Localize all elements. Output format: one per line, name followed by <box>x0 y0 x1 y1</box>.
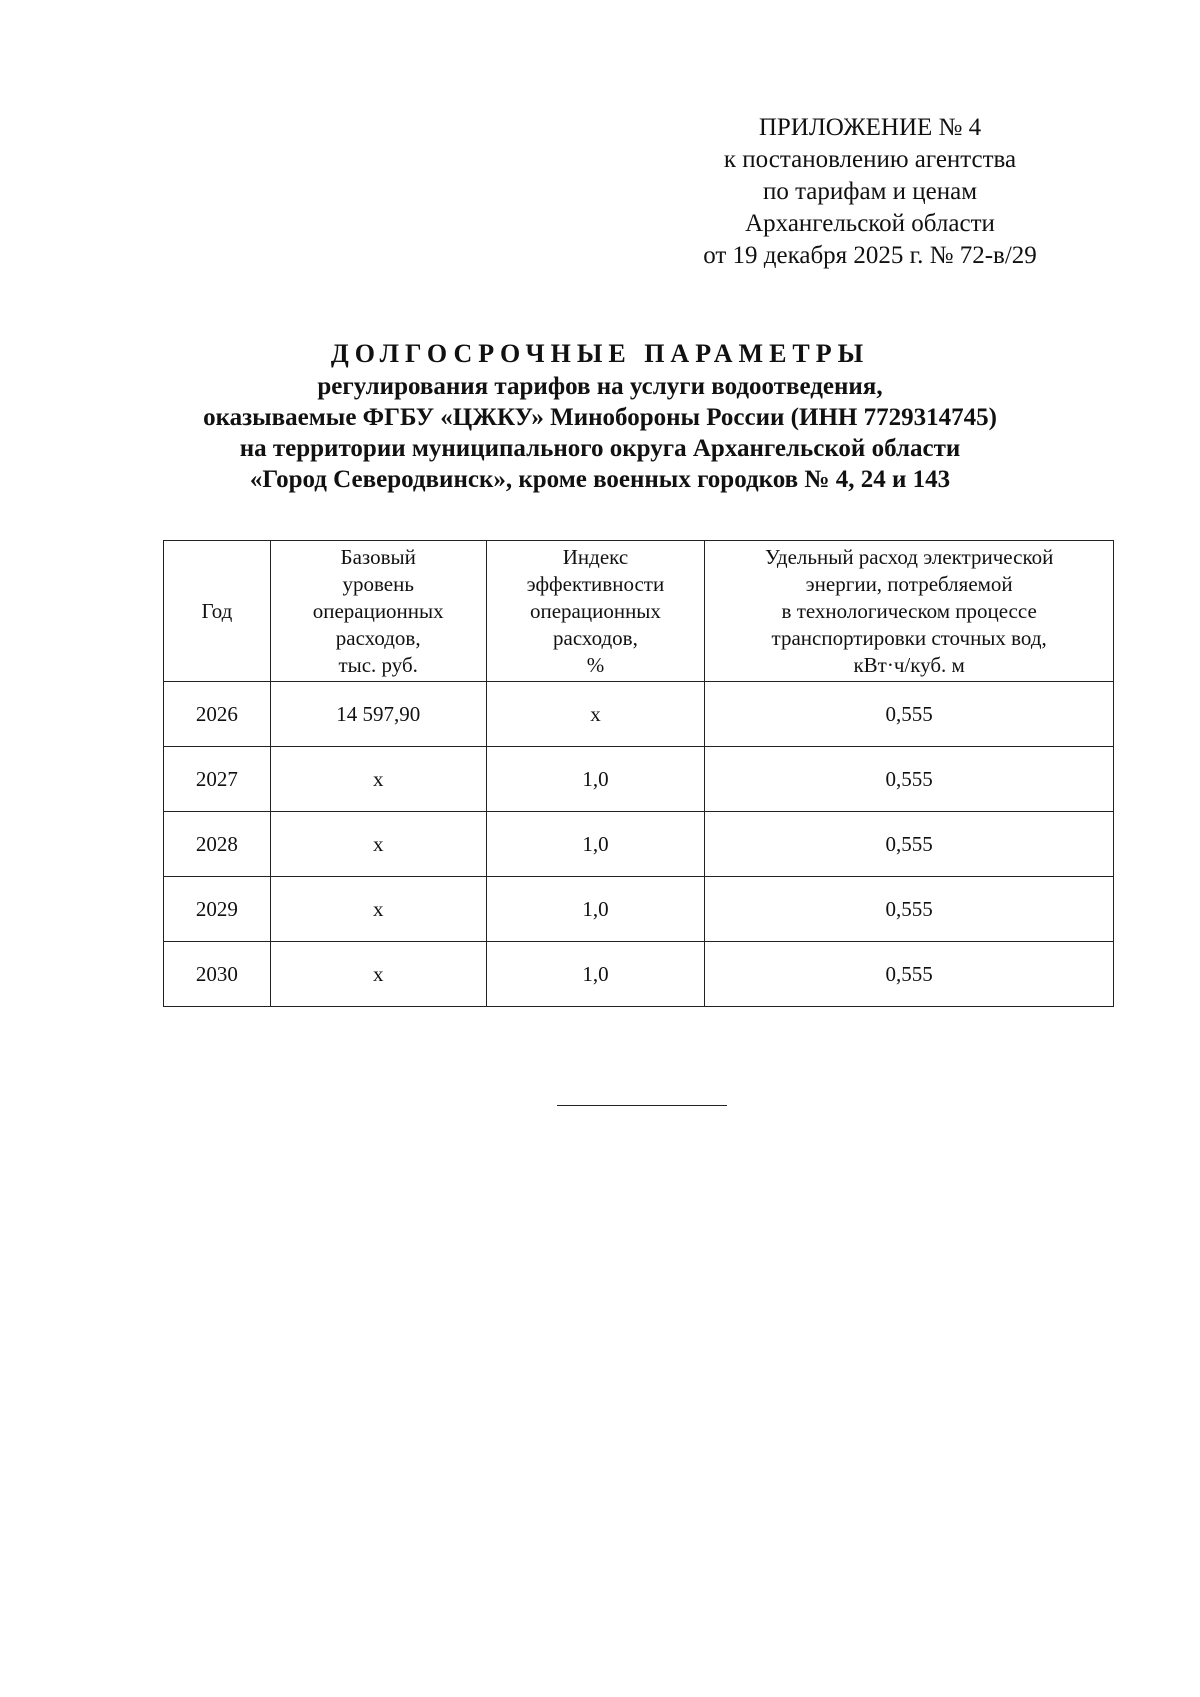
cell-base-opex: х <box>270 877 486 942</box>
appendix-line: к постановлению агентства <box>723 146 1017 173</box>
cell-year: 2028 <box>164 812 271 877</box>
cell-energy-consumption: 0,555 <box>705 682 1114 747</box>
cell-year: 2026 <box>164 682 271 747</box>
cell-year: 2029 <box>164 877 271 942</box>
header-base-opex: Базовый уровень операционных расходов, тыс. руб. <box>270 541 486 682</box>
cell-year: 2027 <box>164 747 271 812</box>
appendix-line: Архангельской области <box>745 210 995 237</box>
heading-line: «Город Северодвинск», кроме военных городков № 4, 24 и 143 <box>249 466 951 493</box>
appendix-date: от 19 декабря 2025 г. № 72-в/29 <box>703 242 1037 269</box>
cell-energy-consumption: 0,555 <box>705 877 1114 942</box>
cell-efficiency-index: х <box>486 682 705 747</box>
cell-base-opex: х <box>270 812 486 877</box>
cell-energy-consumption: 0,555 <box>705 747 1114 812</box>
parameters-table <box>163 540 1114 1007</box>
header-year: Год <box>164 541 271 682</box>
cell-energy-consumption: 0,555 <box>705 812 1114 877</box>
cell-efficiency-index: 1,0 <box>486 877 705 942</box>
cell-base-opex: х <box>270 942 486 1007</box>
heading-line: оказываемые ФГБУ «ЦЖКУ» Минобороны России (ИНН 7729314745) <box>203 404 997 431</box>
table-row <box>164 812 1114 877</box>
cell-efficiency-index: 1,0 <box>486 942 705 1007</box>
cell-efficiency-index: 1,0 <box>486 812 705 877</box>
heading-line: на территории муниципального округа Архангельской области <box>239 435 961 462</box>
cell-year: 2030 <box>164 942 271 1007</box>
cell-base-opex: х <box>270 747 486 812</box>
document-heading <box>100 338 1100 495</box>
table-row <box>164 682 1114 747</box>
table-header-row <box>164 541 1114 682</box>
cell-efficiency-index: 1,0 <box>486 747 705 812</box>
end-divider <box>557 1105 727 1106</box>
table-row <box>164 877 1114 942</box>
table-row <box>164 747 1114 812</box>
cell-base-opex: 14 597,90 <box>270 682 486 747</box>
heading-line: регулирования тарифов на услуги водоотведения, <box>317 373 883 400</box>
header-efficiency-index: Индекс эффективности операционных расходов, % <box>486 541 705 682</box>
header-energy-consumption: Удельный расход электрической энергии, потребляемой в технологическом процессе транспортировки сточных вод, кВт·ч/куб. м <box>705 541 1114 682</box>
cell-energy-consumption: 0,555 <box>705 942 1114 1007</box>
appendix-number: ПРИЛОЖЕНИЕ № 4 <box>758 114 982 141</box>
table-row <box>164 942 1114 1007</box>
document-title: ДОЛГОСРОЧНЫЕ ПАРАМЕТРЫ <box>330 339 870 368</box>
appendix-block <box>660 112 1080 272</box>
appendix-line: по тарифам и ценам <box>762 178 978 205</box>
